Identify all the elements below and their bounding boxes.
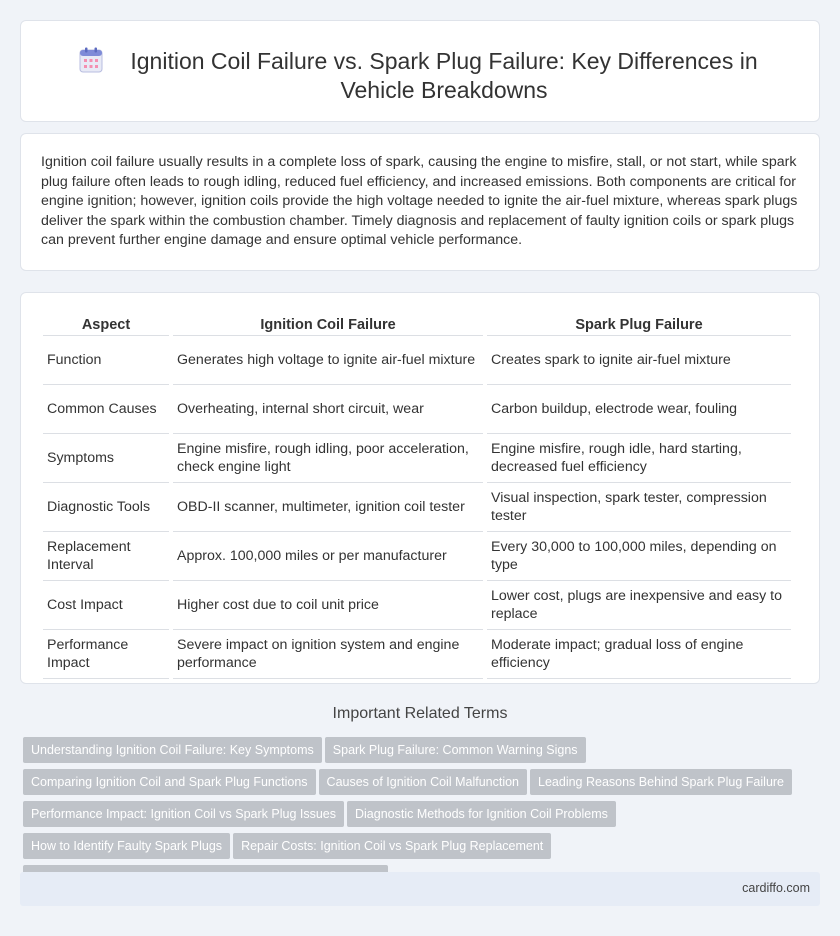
cell-aspect: Function [43,336,169,385]
summary-text: Ignition coil failure usually results in a complete loss of spark, causing the engine to misfire, stall, or not start, while spark plug failure often leads to rough idling, reduced fuel efficiency, and increased emissions. Both components are critical for engine ignition; however, ignition coils provide the high voltage needed to ignite the air-fuel mixture, whereas spark plugs deliver the spark within the combustion chamber. Timely diagnosis and replacement of faulty ignition coils or spark plugs can prevent further engine damage and ensure optimal vehicle performance. [41,154,798,249]
cell-ignition-coil: Engine misfire, rough idling, poor acceleration, check engine light [173,434,483,483]
related-term-tag[interactable]: Comparing Ignition Coil and Spark Plug Functions [23,769,316,795]
related-terms-title: Important Related Terms [332,705,508,722]
cell-ignition-coil: Higher cost due to coil unit price [173,581,483,630]
comparison-table [39,315,795,679]
cell-spark-plug: Engine misfire, rough idle, hard starting, decreased fuel efficiency [487,434,791,483]
cell-spark-plug: Creates spark to ignite air-fuel mixture [487,336,791,385]
cell-spark-plug: Carbon buildup, electrode wear, fouling [487,385,791,434]
related-term-tag[interactable]: Causes of Ignition Coil Malfunction [319,769,527,795]
footer [20,872,820,906]
cell-aspect: Cost Impact [43,581,169,630]
cell-ignition-coil: Approx. 100,000 miles or per manufacturer [173,532,483,581]
cell-aspect: Common Causes [43,385,169,434]
cell-aspect: Performance Impact [43,630,169,679]
table-row [43,483,791,532]
title-card [20,20,820,122]
table-row [43,336,791,385]
cell-aspect: Replacement Interval [43,532,169,581]
related-term-tag[interactable]: Repair Costs: Ignition Coil vs Spark Plug Replacement [233,833,551,859]
cell-spark-plug: Moderate impact; gradual loss of engine efficiency [487,630,791,679]
comparison-table-card [20,292,820,684]
footer-site[interactable]: cardiffo.com [742,881,810,895]
tag-row [23,769,823,801]
tag-row [23,737,823,769]
header-ignition-coil: Ignition Coil Failure [173,315,483,336]
cell-spark-plug: Visual inspection, spark tester, compression tester [487,483,791,532]
summary-card [20,133,820,271]
table-header-row [43,315,791,336]
related-term-tag[interactable]: Understanding Ignition Coil Failure: Key Symptoms [23,737,322,763]
related-term-tag[interactable]: Performance Impact: Ignition Coil vs Spark Plug Issues [23,801,344,827]
header-spark-plug: Spark Plug Failure [487,315,791,336]
related-term-tag[interactable]: Spark Plug Failure: Common Warning Signs [325,737,586,763]
cell-ignition-coil: Overheating, internal short circuit, wear [173,385,483,434]
table-row [43,434,791,483]
cell-ignition-coil: Severe impact on ignition system and engine performance [173,630,483,679]
table-row [43,532,791,581]
table-row [43,385,791,434]
header-aspect: Aspect [43,315,169,336]
table-row [43,630,791,679]
related-term-tag[interactable]: Diagnostic Methods for Ignition Coil Problems [347,801,616,827]
page-title: Ignition Coil Failure vs. Spark Plug Failure: Key Differences in Vehicle Breakdowns [130,48,758,103]
table-row [43,581,791,630]
cell-spark-plug: Lower cost, plugs are inexpensive and easy to replace [487,581,791,630]
cell-aspect: Diagnostic Tools [43,483,169,532]
related-term-tag[interactable]: Leading Reasons Behind Spark Plug Failure [530,769,792,795]
cell-aspect: Symptoms [43,434,169,483]
related-term-tag[interactable]: How to Identify Faulty Spark Plugs [23,833,230,859]
cell-ignition-coil: Generates high voltage to ignite air-fuel mixture [173,336,483,385]
cell-spark-plug: Every 30,000 to 100,000 miles, depending on type [487,532,791,581]
cell-ignition-coil: OBD-II scanner, multimeter, ignition coil tester [173,483,483,532]
